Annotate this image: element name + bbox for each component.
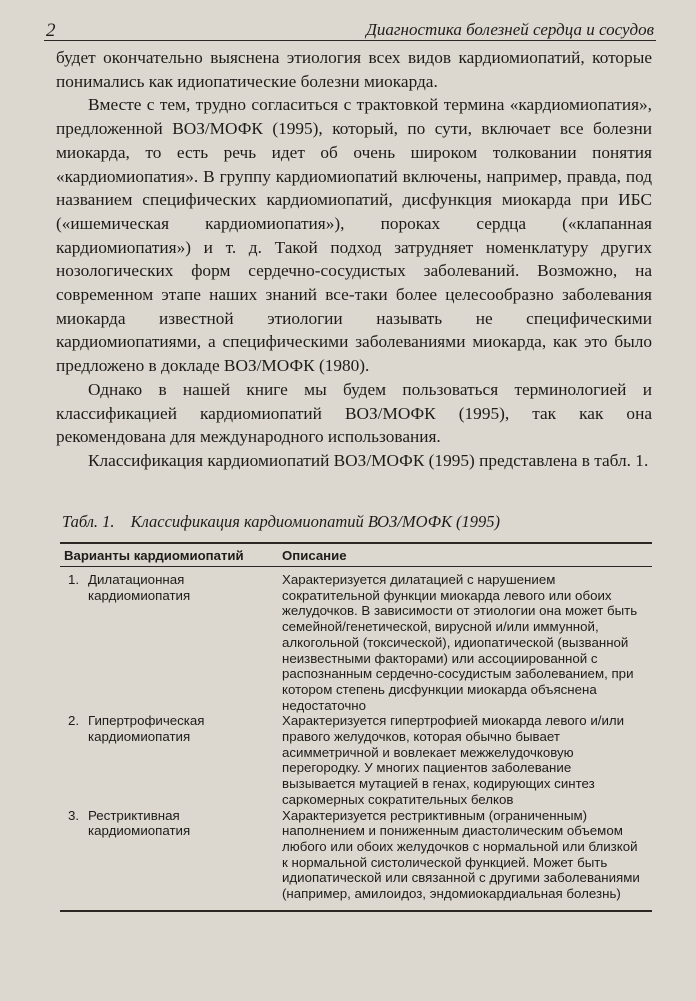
table-row <box>60 572 652 713</box>
page-number: 2 <box>46 20 56 41</box>
description-cell: Характеризуется дилатацией с нарушением сократительной функции миокарда левого или обоих желудочков. В зависимости от этиологии она может быть семейной/генетической, вирусной и/или иммунной, алкогольной (токсической), идиопатической (вызванной неизвестными факторами) или ассоциированной с распознанным сердечно-сосудистым заболеванием, при котором степень дисфункции миокарда объяснена недостаточно <box>282 572 638 713</box>
table-caption-label: Табл. 1. <box>62 512 115 531</box>
running-head <box>44 10 656 41</box>
variant-cell <box>60 572 278 713</box>
description-cell: Характеризуется рестриктивным (ограниченным) наполнением и пониженным диастолическим объемом любого или обоих желудочков с нормальной или близкой к нормальной систолической функцией. Может быть идиопатической или связанной с другими заболеваниями (например, амилоидоз, эндомиокардиальная болезнь) <box>282 807 640 902</box>
table-bottom-rule <box>60 910 652 912</box>
paragraph-3: Однако в нашей книге мы будем пользоваться терминологией и классификацией кардиомиопатий ВОЗ/МОФК (1995), так как она рекомендована для международного использования. <box>56 379 652 447</box>
row-number: 2. <box>68 713 80 729</box>
paragraph-1: будет окончательно выяснена этиология всех видов кардиомиопатий, которые понимались как идиопатические болезни миокарда. <box>56 48 652 91</box>
table-header-rule <box>60 566 652 567</box>
table-caption-title: Классификация кардиомиопатий ВОЗ/МОФК (1995) <box>130 512 501 531</box>
table-row <box>60 808 652 902</box>
running-title: Диагностика болезней сердца и сосудов <box>366 20 654 39</box>
table-header-row <box>60 544 652 566</box>
description-cell: Характеризуется гипертрофией миокарда левого и/или правого желудочков, которая обычно бывает асимметричной и вовлекает межжелудочковую перегородку. У многих пациентов заболевание вызывается мутацией в генах, кодирующих синтез саркомерных сократительных белков <box>282 713 625 807</box>
variant-name: Рестриктивная кардиомиопатия <box>88 807 191 839</box>
column-header-variants: Варианты кардиомиопатий <box>64 547 244 563</box>
paragraph-4: Классификация кардиомиопатий ВОЗ/МОФК (1995) представлена в табл. 1. <box>88 450 649 470</box>
classification-table <box>60 542 652 912</box>
paragraph-2: Вместе с тем, трудно согласиться с трактовкой термина «кардиомиопатия», предложенной ВОЗ/МОФК (1995), который, по сути, включает все болезни миокарда, то есть речь идет об очень широком толковании понятия «кардиомиопатия». В группу кардиомиопатий включены, например, правда, под названием специфических кардиомиопатий, дисфункция миокарда при ИБС («ишемическая кардиомиопатия»), пороках сердца («клапанная кардиомиопатия») и т. д. Такой подход затрудняет номенклатуру других нозологических форм сердечно-сосудистых заболеваний. Возможно, на современном этапе наших знаний все-таки более целесообразно заболевания миокарда известной этиологии называть не специфическими кардиомиопатиями, а специфическими заболеваниями миокарда, как это было предложено в докладе ВОЗ/МОФК (1980). <box>56 95 652 376</box>
table-row <box>60 713 652 807</box>
variant-name: Гипертрофическая кардиомиопатия <box>88 713 205 745</box>
table-caption <box>62 512 652 532</box>
variant-cell <box>60 808 278 902</box>
variant-cell <box>60 713 278 807</box>
variant-name: Дилатационная кардиомиопатия <box>88 572 191 603</box>
body-text <box>56 46 652 473</box>
row-number: 1. <box>68 572 80 587</box>
column-header-description: Описание <box>282 547 347 563</box>
row-number: 3. <box>68 807 80 823</box>
